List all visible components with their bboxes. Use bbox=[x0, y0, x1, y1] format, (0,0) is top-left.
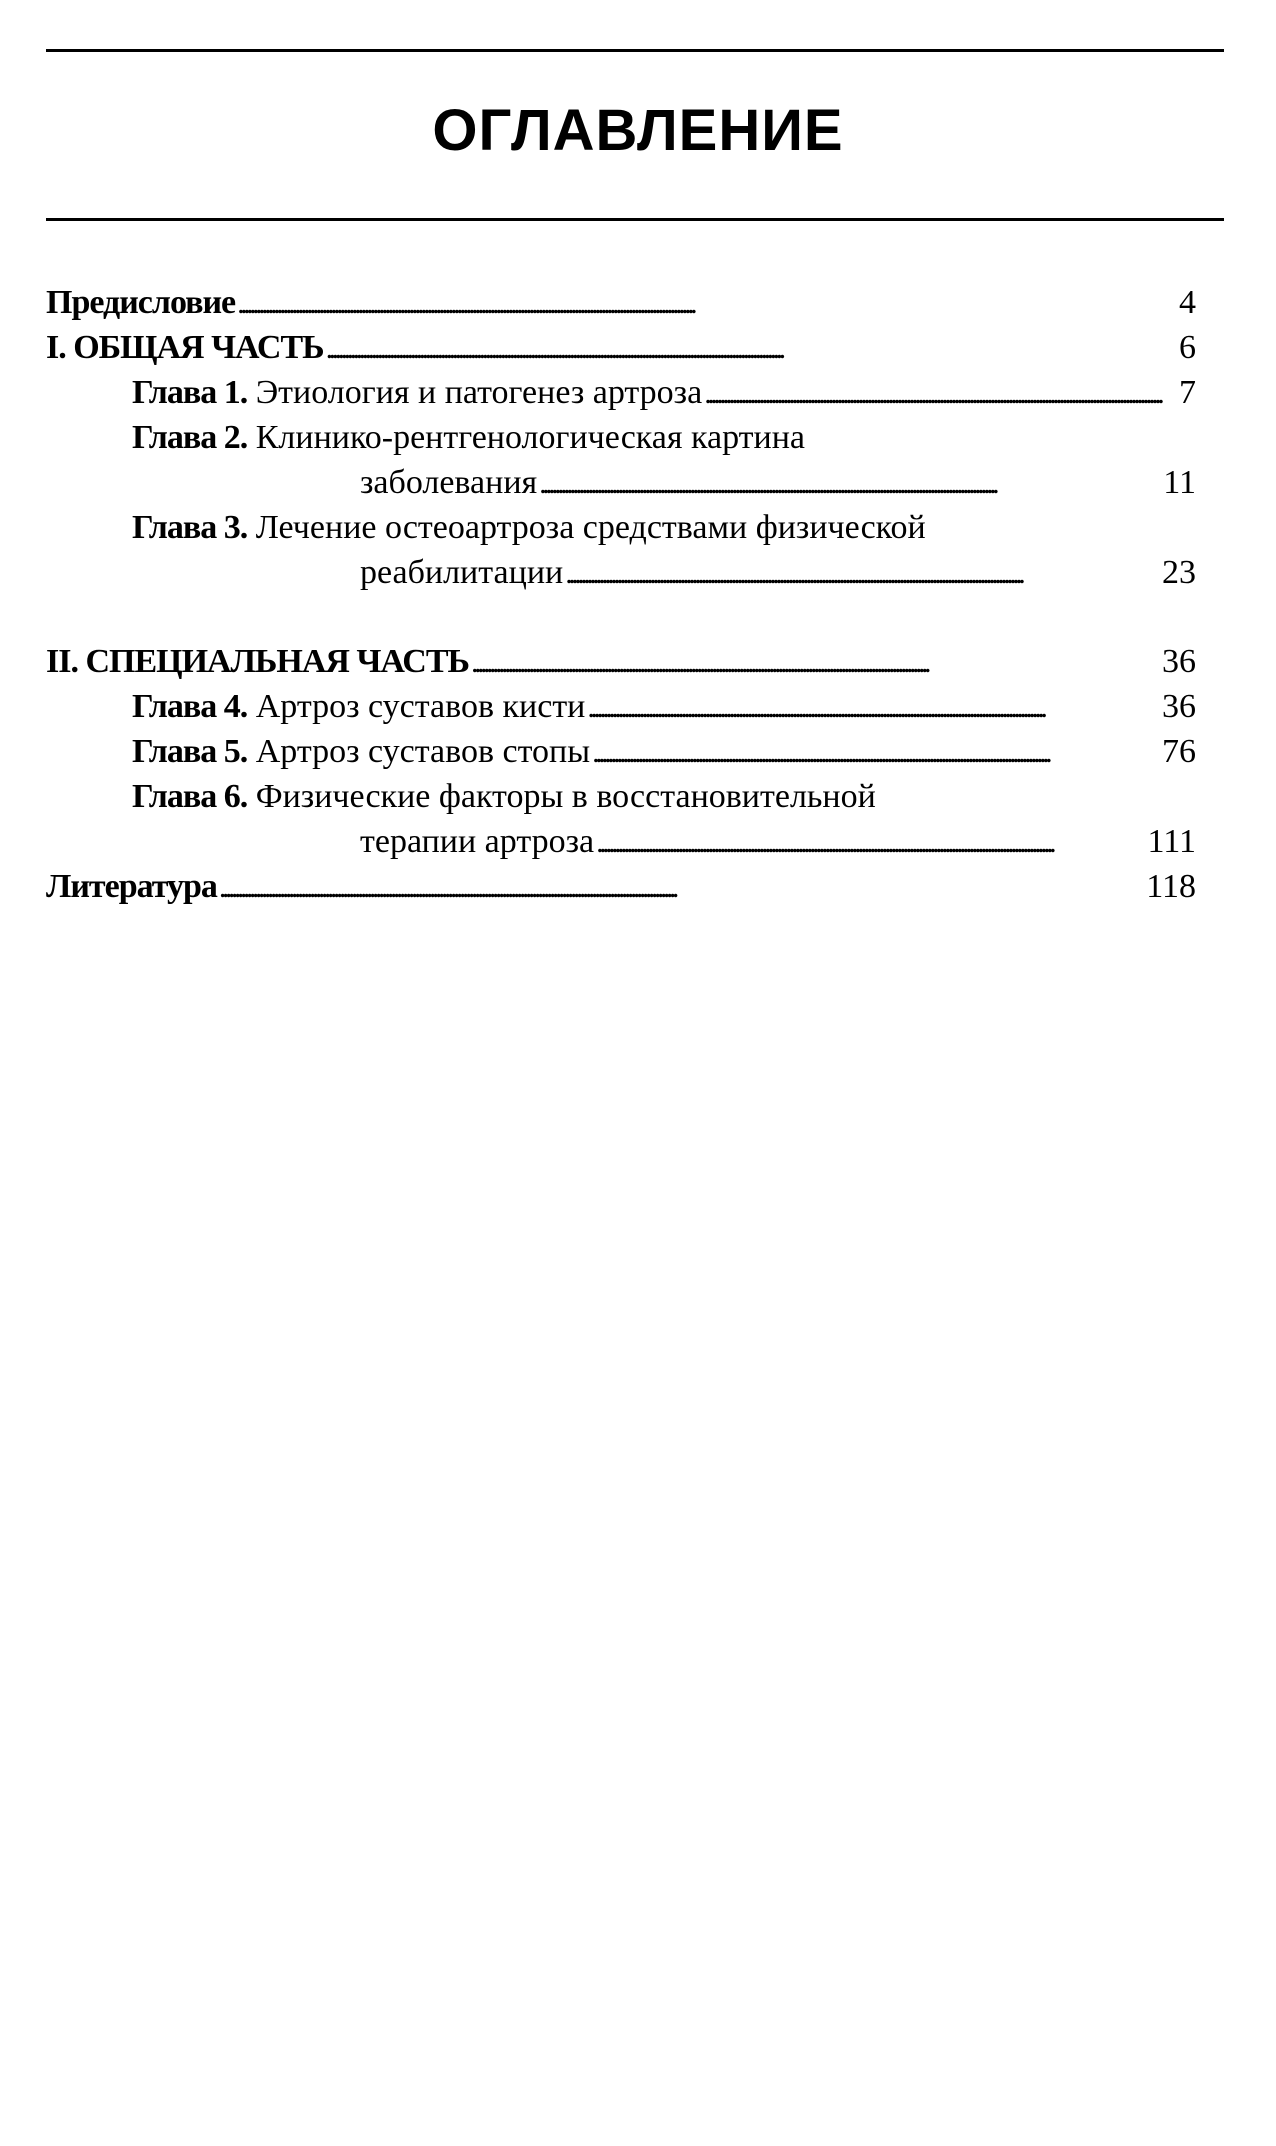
toc-entry-part-2[interactable] bbox=[46, 639, 1196, 684]
toc-entry-label: Литература bbox=[46, 868, 217, 905]
chapter-title-line-1: Физические факторы в восстановительной bbox=[255, 778, 876, 815]
toc-entry-label: I. ОБЩАЯ ЧАСТЬ bbox=[46, 329, 324, 366]
chapter-title-line-2: заболевания bbox=[360, 464, 538, 501]
dot-leader bbox=[237, 280, 1175, 326]
toc-page-number: 7 bbox=[1179, 374, 1196, 411]
toc-entry-label: Предисловие bbox=[46, 284, 236, 321]
toc-entry-chapter-5[interactable] bbox=[46, 729, 1196, 774]
toc-entry-chapter-4[interactable] bbox=[46, 684, 1196, 729]
toc-entry-chapter-2[interactable] bbox=[46, 415, 1196, 505]
chapter-title-line-2: реабилитации bbox=[360, 554, 564, 591]
chapter-prefix: Глава 1. bbox=[132, 374, 248, 411]
toc-page-number: 4 bbox=[1179, 284, 1196, 321]
dot-leader bbox=[219, 864, 1142, 910]
toc-entry-preface[interactable] bbox=[46, 280, 1196, 325]
toc-entry-chapter-3[interactable] bbox=[46, 505, 1196, 595]
toc-page-number: 36 bbox=[1162, 688, 1196, 725]
toc-page-number: 111 bbox=[1147, 823, 1196, 860]
page-title: ОГЛАВЛЕНИЕ bbox=[432, 98, 844, 163]
chapter-title: Этиология и патогенез артроза bbox=[255, 374, 703, 411]
toc-page-number: 23 bbox=[1162, 554, 1196, 591]
dot-leader bbox=[596, 819, 1143, 865]
chapter-title: Артроз суставов стопы bbox=[255, 733, 591, 770]
dot-leader bbox=[326, 325, 1175, 371]
toc-page-number: 76 bbox=[1162, 733, 1196, 770]
chapter-title-line-1: Лечение остеоартроза средствами физической bbox=[255, 509, 926, 546]
toc-page-number: 11 bbox=[1163, 464, 1196, 501]
top-rule bbox=[46, 49, 1224, 52]
dot-leader bbox=[539, 460, 1159, 506]
chapter-title-line-1: Клинико-рентгенологическая картина bbox=[255, 419, 806, 456]
dot-leader bbox=[704, 370, 1175, 416]
toc-entry-label: II. СПЕЦИАЛЬНАЯ ЧАСТЬ bbox=[46, 643, 469, 680]
chapter-prefix: Глава 6. bbox=[132, 778, 248, 815]
toc-page-number: 36 bbox=[1162, 643, 1196, 680]
chapter-title-line-2: терапии артроза bbox=[360, 823, 595, 860]
toc-entry-chapter-1[interactable] bbox=[46, 370, 1196, 415]
chapter-title: Артроз суставов кисти bbox=[255, 688, 586, 725]
table-of-contents bbox=[46, 280, 1196, 909]
chapter-prefix: Глава 3. bbox=[132, 509, 248, 546]
dot-leader bbox=[592, 729, 1158, 775]
chapter-prefix: Глава 2. bbox=[132, 419, 248, 456]
title-rule bbox=[46, 218, 1224, 221]
toc-entry-references[interactable] bbox=[46, 864, 1196, 909]
chapter-prefix: Глава 4. bbox=[132, 688, 248, 725]
toc-page-number: 118 bbox=[1146, 868, 1196, 905]
dot-leader bbox=[471, 639, 1158, 685]
dot-leader bbox=[565, 550, 1158, 596]
toc-entry-chapter-6[interactable] bbox=[46, 774, 1196, 864]
toc-entry-part-1[interactable] bbox=[46, 325, 1196, 370]
toc-page-number: 6 bbox=[1179, 329, 1196, 366]
dot-leader bbox=[587, 684, 1158, 730]
chapter-prefix: Глава 5. bbox=[132, 733, 248, 770]
